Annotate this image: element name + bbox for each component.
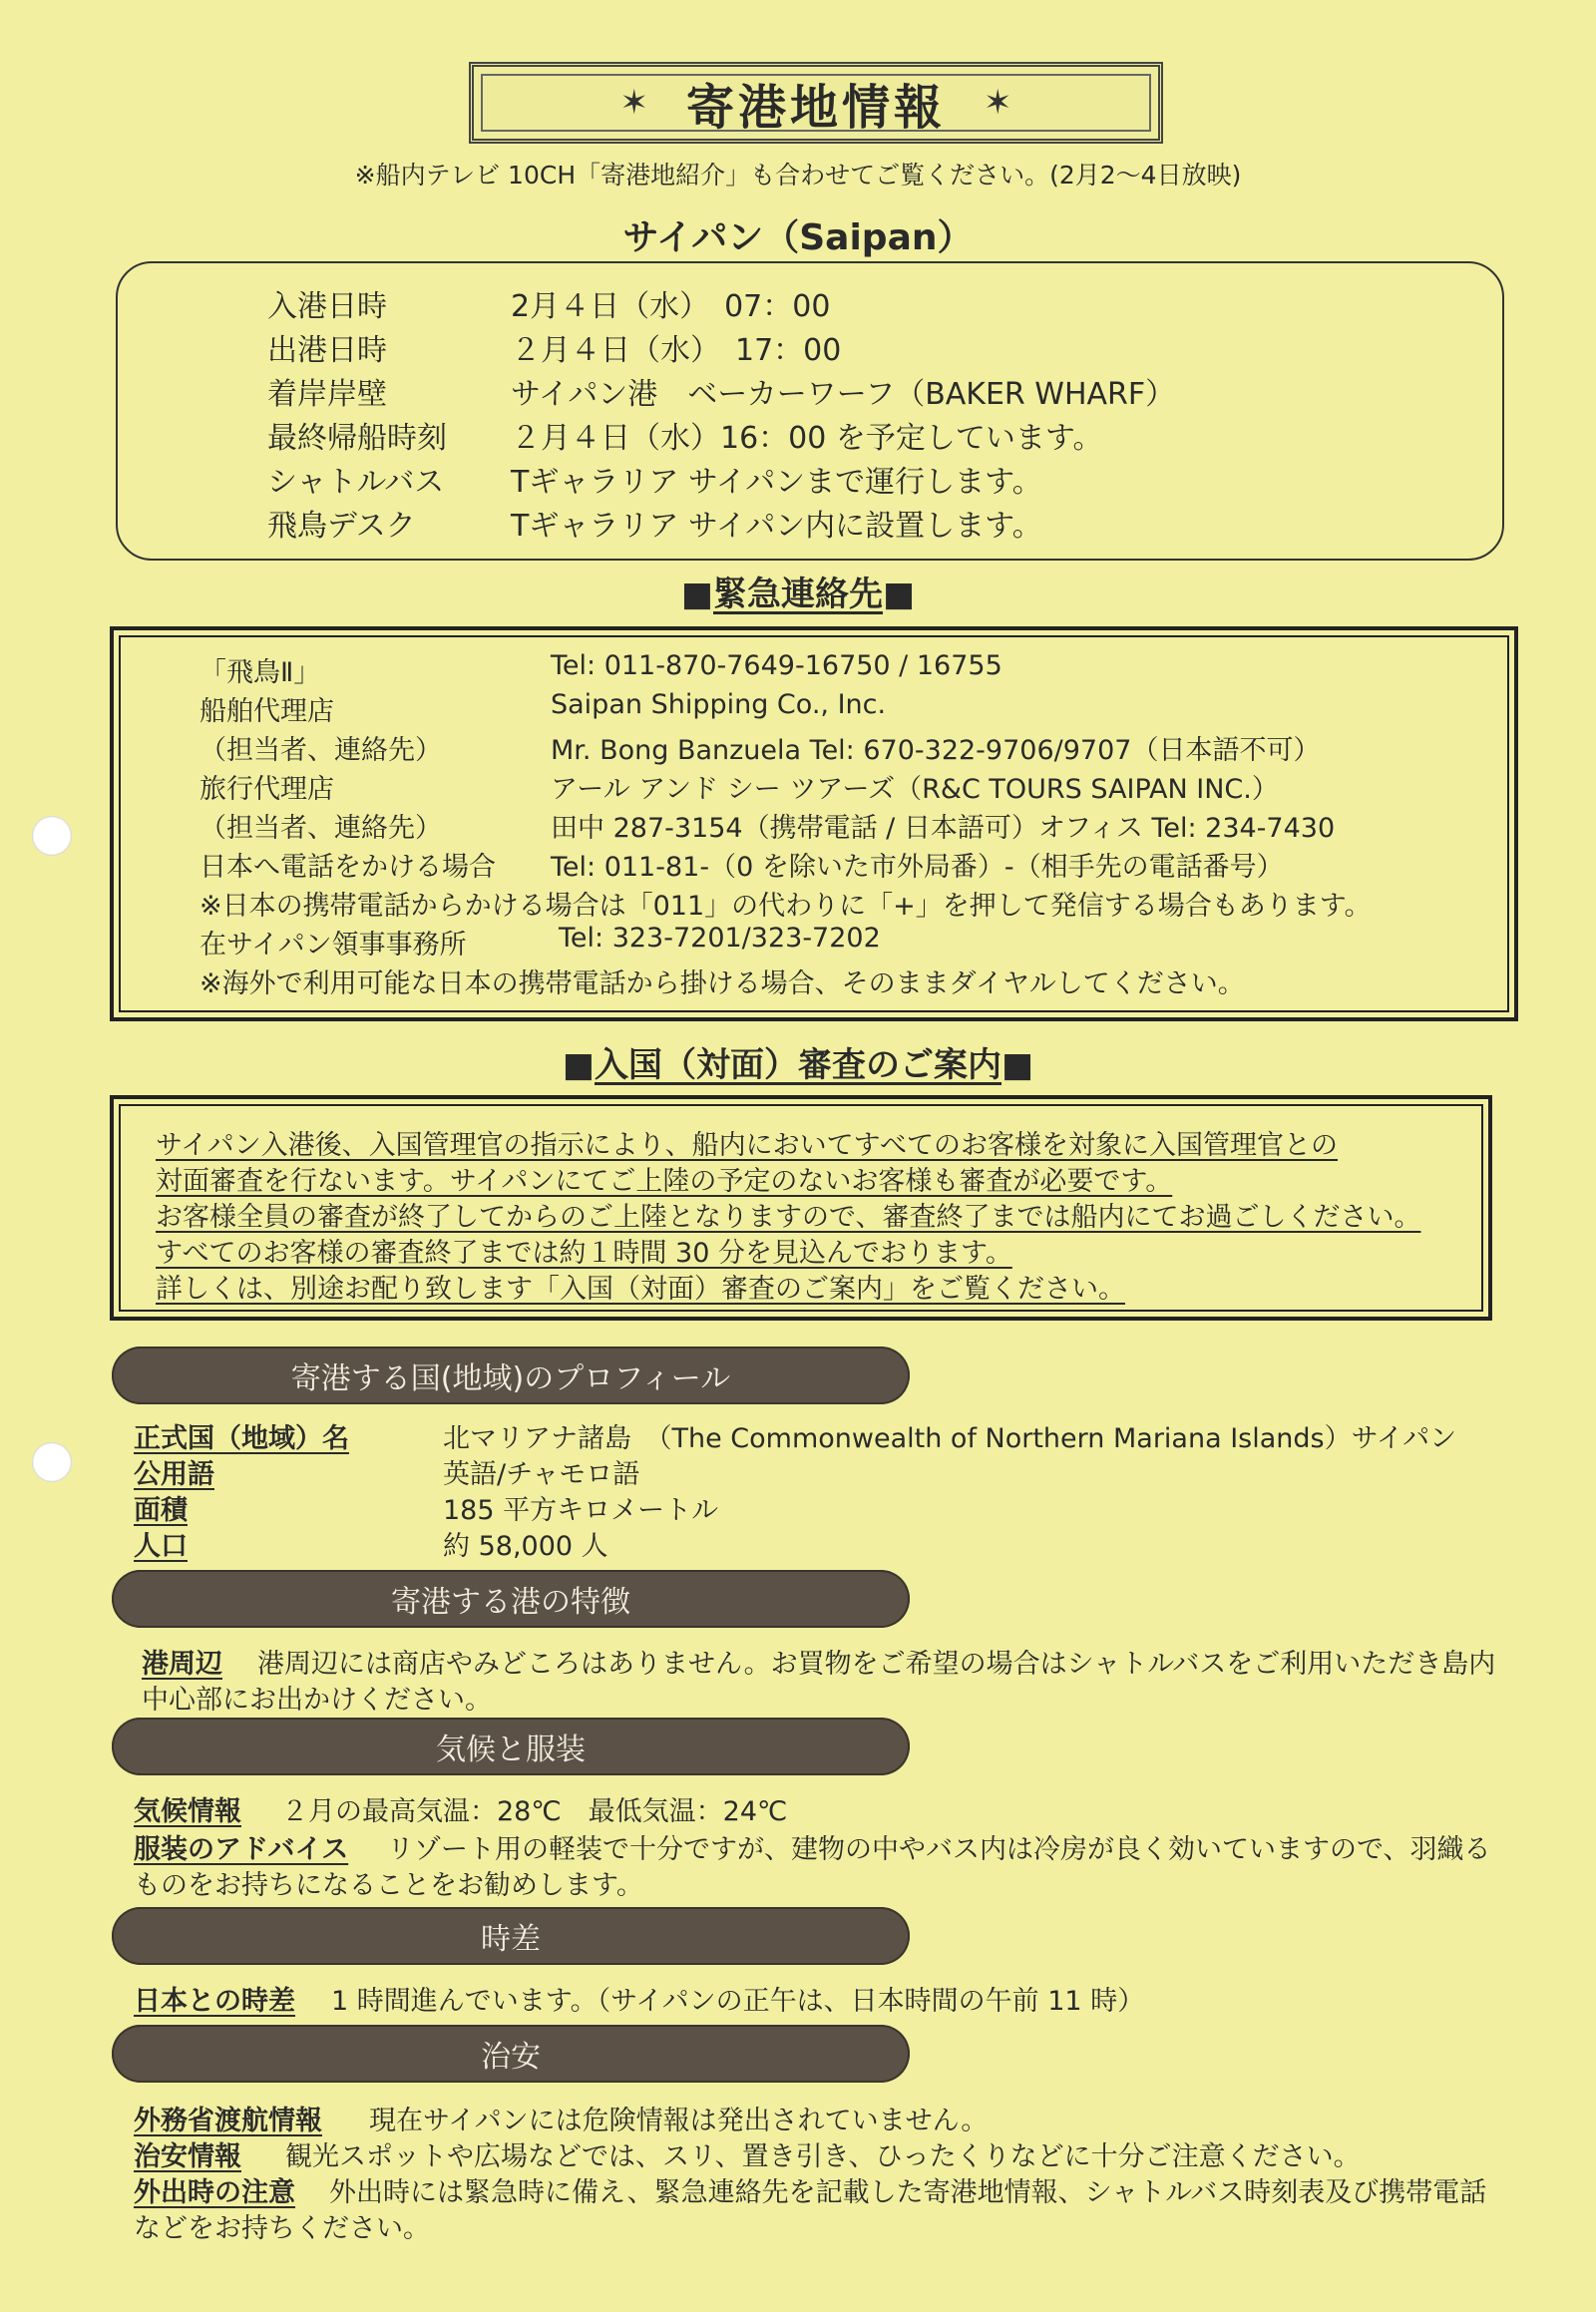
arrival-label: 出港日時 <box>267 333 387 368</box>
emergency-note: ※日本の携帯電話からかける場合は「011」の代わりに「+」を押して発信する場合もあります。 <box>200 891 1372 922</box>
arrival-value: Tギャラリア サイパンまで運行します。 <box>511 465 1042 500</box>
port-area-label: 港周辺 <box>142 1649 222 1680</box>
title-box <box>469 62 1163 144</box>
emergency-heading-text: 緊急連絡先 <box>713 575 883 614</box>
arrival-info-box <box>116 261 1504 561</box>
time-diff-label: 日本との時差 <box>134 1986 295 2017</box>
safety-heading: 治安 <box>112 2025 910 2083</box>
travel-advisory-text: 現在サイパンには危険情報は発出されていません。 <box>369 2106 989 2136</box>
emergency-label: （担当者、連絡先） <box>200 735 442 766</box>
square-bullet-icon: ■ <box>680 575 713 614</box>
arrival-value: サイパン港 ベーカーワーフ（BAKER WHARF） <box>511 377 1176 412</box>
emergency-value: Mr. Bong Banzuela Tel: 670-322-9706/9707（日本語不可） <box>551 735 1321 766</box>
arrival-value: Tギャラリア サイパン内に設置します。 <box>511 509 1042 544</box>
time-diff-text: 1 時間進んでいます。（サイパンの正午は、日本時間の午前 11 時） <box>331 1986 1145 2017</box>
profile-label: 正式国（地域）名 <box>134 1423 349 1454</box>
safety-info-label: 治安情報 <box>134 2141 241 2172</box>
square-bullet-icon: ■ <box>883 575 916 614</box>
profile-value: 185 平方キロメートル <box>443 1495 719 1526</box>
emergency-value: 田中 287-3154（携帯電話 / 日本語可）オフィス Tel: 234-7430 <box>551 813 1336 844</box>
immigration-box <box>110 1095 1492 1321</box>
page-title: 寄港地情報 <box>685 79 946 136</box>
emergency-value: Tel: 011-870-7649-16750 / 16755 <box>551 650 1002 681</box>
emergency-label: 日本へ電話をかける場合 <box>200 852 496 883</box>
port-features-heading: 寄港する港の特徴 <box>112 1570 910 1628</box>
emergency-value: Saipan Shipping Co., Inc. <box>551 689 887 720</box>
immigration-heading-text: 入国（対面）審査のご案内 <box>595 1045 1001 1085</box>
emergency-value: アール アンド シー ツアーズ（R&C TOURS SAIPAN INC.） <box>551 774 1279 805</box>
arrival-label: シャトルバス <box>267 465 445 500</box>
immigration-line: サイパン入港後、入国管理官の指示により、船内においてすべてのお客様を対象に入国管理官との <box>156 1130 1339 1161</box>
consulate-label: 在サイパン領事事務所 <box>200 930 467 961</box>
port-name: サイパン（Saipan） <box>622 217 974 258</box>
emergency-heading <box>0 567 1596 615</box>
immigration-line: すべてのお客様の審査終了までは約１時間 30 分を見込んでおります。 <box>156 1238 1012 1269</box>
profile-value: 英語/チャモロ語 <box>443 1459 640 1490</box>
immigration-line: お客様全員の審査が終了してからのご上陸となりますので、審査終了までは船内にてお過ごしください。 <box>156 1202 1421 1233</box>
immigration-line: 対面審査を行ないます。サイパンにてご上陸の予定のないお客様も審査が必要です。 <box>156 1166 1173 1197</box>
profile-label: 公用語 <box>134 1459 214 1490</box>
emergency-label: 「飛鳥Ⅱ」 <box>200 657 321 688</box>
arrival-label: 飛鳥デスク <box>267 509 416 544</box>
arrival-value: 2月４日（水） 07：00 <box>511 289 831 324</box>
star-ornament-icon: ✶ <box>619 83 648 123</box>
travel-advisory-label: 外務省渡航情報 <box>134 2106 322 2136</box>
emergency-label: （担当者、連絡先） <box>200 813 442 844</box>
climate-heading: 気候と服装 <box>112 1718 910 1775</box>
emergency-box <box>110 626 1518 1021</box>
immigration-line: 詳しくは、別途お配り致します「入国（対面）審査のご案内」をご覧ください。 <box>156 1274 1125 1305</box>
climate-label: 気候情報 <box>134 1796 241 1827</box>
profile-heading: 寄港する国(地域)のプロフィール <box>112 1347 910 1404</box>
arrival-value: ２月４日（水）16：00 を予定しています。 <box>511 421 1103 456</box>
tv-note: ※船内テレビ 10CH「寄港地紹介」も合わせてご覧ください。(2月2〜4日放映) <box>354 161 1242 190</box>
clothing-label: 服装のアドバイス <box>134 1834 349 1865</box>
safety-info-text: 観光スポットや広場などでは、スリ、置き引き、ひったくりなどに十分ご注意ください。 <box>285 2141 1361 2172</box>
port-area-text: 港周辺には商店やみどころはありません。お買物をご希望の場合はシャトルバスをご利用いただき島内 <box>257 1649 1496 1680</box>
clothing-text: リゾート用の軽装で十分ですが、建物の中やバス内は冷房が良く効いていますので、羽織る <box>387 1834 1491 1865</box>
punch-hole <box>32 1442 72 1482</box>
arrival-label: 最終帰船時刻 <box>267 421 447 456</box>
emergency-label: 旅行代理店 <box>200 774 334 805</box>
immigration-heading <box>0 1037 1596 1086</box>
profile-value: 約 58,000 人 <box>443 1531 608 1562</box>
outing-caution-text: などをお持ちください。 <box>134 2213 430 2244</box>
time-diff-heading: 時差 <box>112 1907 910 1965</box>
profile-value: 北マリアナ諸島 （The Commonwealth of Northern Mariana Islands）サイパン <box>443 1423 1457 1454</box>
outing-caution-text: 外出時には緊急時に備え、緊急連絡先を記載した寄港地情報、シャトルバス時刻表及び携帯電話 <box>329 2177 1487 2208</box>
profile-label: 面積 <box>134 1495 188 1526</box>
star-ornament-icon: ✶ <box>984 83 1012 123</box>
emergency-value: Tel: 011-81-（0 を除いた市外局番）-（相手先の電話番号） <box>551 852 1284 883</box>
arrival-label: 入港日時 <box>267 289 387 324</box>
consulate-value: Tel: 323-7201/323-7202 <box>559 923 881 954</box>
punch-hole <box>32 816 72 856</box>
climate-text: ２月の最高気温：28℃ 最低気温：24℃ <box>281 1796 788 1827</box>
square-bullet-icon: ■ <box>1001 1045 1034 1085</box>
square-bullet-icon: ■ <box>562 1045 595 1085</box>
emergency-label: 船舶代理店 <box>200 696 334 727</box>
arrival-value: ２月４日（水） 17：00 <box>511 333 842 368</box>
profile-label: 人口 <box>134 1531 188 1562</box>
emergency-note: ※海外で利用可能な日本の携帯電話から掛ける場合、そのままダイヤルしてください。 <box>200 968 1245 999</box>
arrival-label: 着岸岸壁 <box>267 377 387 412</box>
outing-caution-label: 外出時の注意 <box>134 2177 295 2208</box>
clothing-text: ものをお持ちになることをお勧めします。 <box>134 1870 643 1901</box>
port-area-text: 中心部にお出かけください。 <box>142 1685 492 1716</box>
